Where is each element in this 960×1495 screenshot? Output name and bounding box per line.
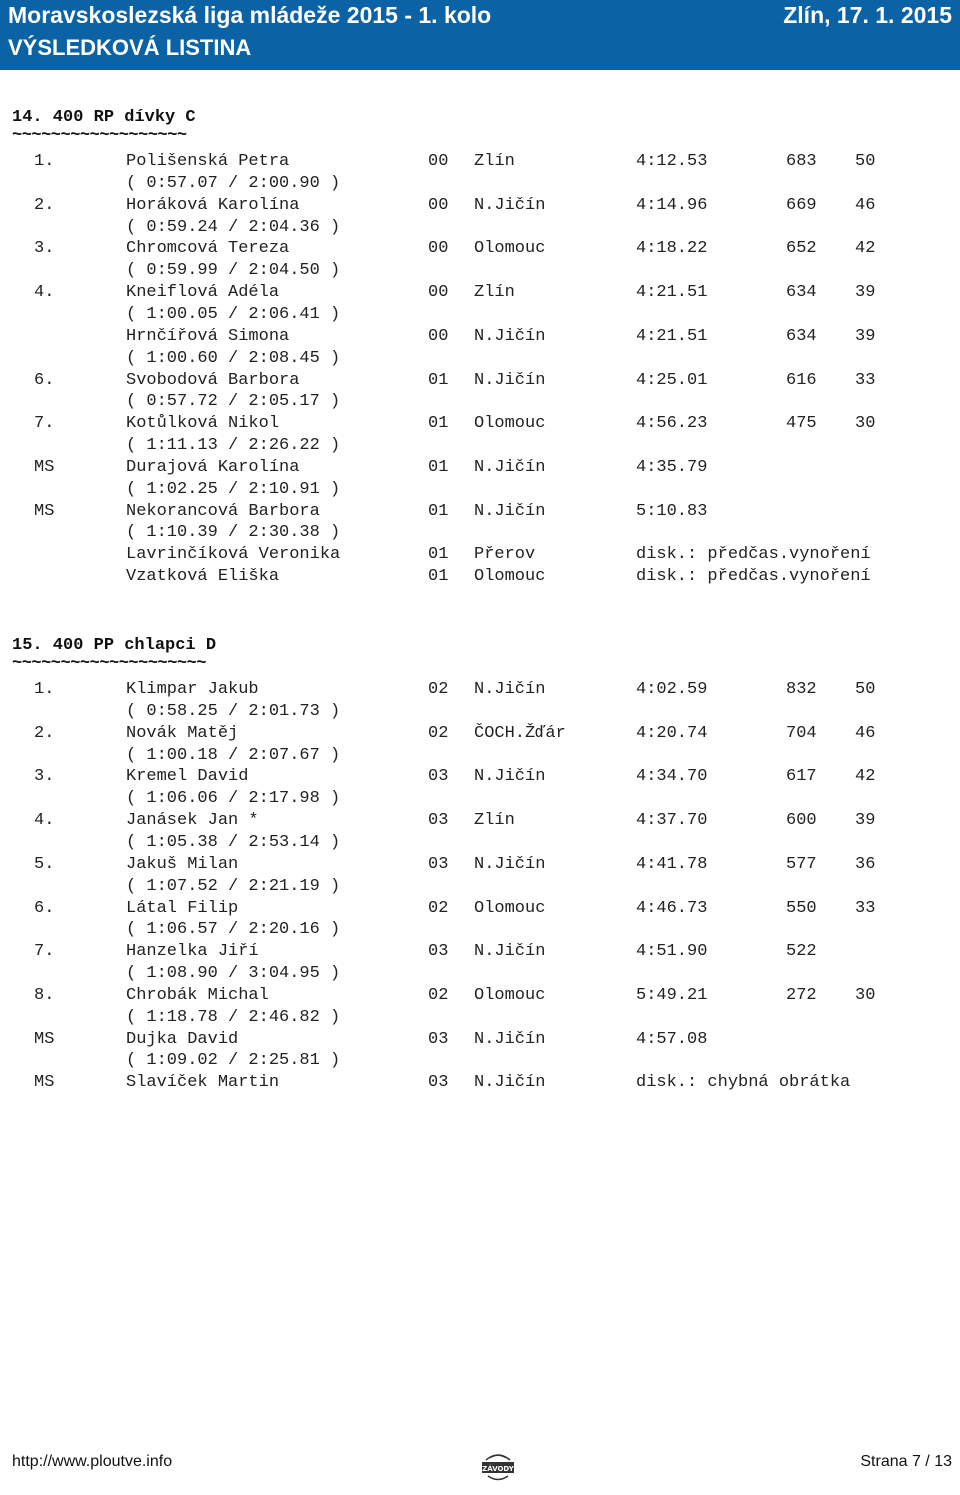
swimmer-name: Janásek Jan * (126, 811, 259, 831)
result-row (0, 942, 960, 964)
club-name: ČOCH.Žďár (474, 723, 566, 743)
split-times: ( 1:11.13 / 2:26.22 ) (126, 436, 341, 456)
result-rank: MS (34, 457, 55, 477)
birth-year: 00 (428, 326, 449, 346)
fina-points: 683 (786, 152, 817, 171)
page-number: Strana 7 / 13 (860, 1453, 952, 1470)
birth-year: 03 (428, 854, 449, 874)
swimmer-name: Polišenská Petra (126, 152, 290, 171)
league-points: 39 (855, 811, 876, 831)
birth-year: 02 (428, 985, 449, 1005)
club-name: N.Jičín (474, 501, 546, 521)
zavody-logo-icon (478, 1450, 518, 1484)
result-rank: 3. (34, 767, 55, 787)
fina-points: 600 (786, 811, 817, 831)
result-rank: 5. (34, 854, 55, 874)
result-rank: 4. (34, 811, 55, 831)
final-time: 4:51.90 (636, 942, 708, 962)
final-time: 4:35.79 (636, 457, 708, 477)
results-list-title: VÝSLEDKOVÁ LISTINA (8, 35, 252, 60)
split-times: ( 1:07.52 / 2:21.19 ) (126, 876, 341, 896)
fina-points: 272 (786, 985, 817, 1005)
swimmer-name: Kneiflová Adéla (126, 283, 280, 303)
birth-year: 01 (428, 567, 449, 587)
svg-text:ZÁVODY: ZÁVODY (482, 1465, 514, 1473)
birth-year: 01 (428, 370, 449, 390)
club-name: N.Jičín (474, 680, 546, 699)
result-row (0, 986, 960, 1008)
swimmer-name: Lavrinčíková Veronika (126, 545, 341, 565)
final-time: 4:12.53 (636, 152, 708, 171)
final-time: 4:20.74 (636, 723, 708, 743)
league-points: 33 (855, 898, 876, 918)
fina-points: 832 (786, 680, 817, 699)
birth-year: 00 (428, 195, 449, 215)
league-points: 39 (855, 283, 876, 303)
birth-year: 00 (428, 152, 449, 171)
result-row (0, 1073, 960, 1095)
event-title: 15. 400 PP chlapci D (12, 636, 217, 655)
league-points: 30 (855, 985, 876, 1005)
split-times: ( 1:00.05 / 2:06.41 ) (126, 304, 341, 324)
result-row (0, 567, 960, 589)
birth-year: 03 (428, 811, 449, 831)
birth-year: 03 (428, 1029, 449, 1049)
fina-points: 634 (786, 283, 817, 303)
result-row (0, 811, 960, 833)
result-rank: MS (34, 1029, 55, 1049)
swimmer-name: Chrobák Michal (126, 985, 269, 1005)
split-times: ( 0:59.99 / 2:04.50 ) (126, 261, 341, 281)
result-row (0, 899, 960, 921)
fina-points: 617 (786, 767, 817, 787)
result-rank: MS (34, 501, 55, 521)
result-row (0, 502, 960, 524)
split-times: ( 1:00.60 / 2:08.45 ) (126, 348, 341, 368)
final-time: 4:46.73 (636, 898, 708, 918)
league-points: 42 (855, 767, 876, 787)
split-times: ( 1:05.38 / 2:53.14 ) (126, 832, 341, 852)
club-name: N.Jičín (474, 1073, 546, 1093)
final-time: 5:49.21 (636, 985, 708, 1005)
league-points: 39 (855, 326, 876, 346)
birth-year: 03 (428, 1073, 449, 1093)
final-time: 4:02.59 (636, 680, 708, 699)
club-name: N.Jičín (474, 457, 546, 477)
result-rank: 4. (34, 283, 55, 303)
result-rank: 1. (34, 680, 55, 699)
club-name: Olomouc (474, 567, 546, 587)
fina-points: 577 (786, 854, 817, 874)
result-rank: 6. (34, 370, 55, 390)
result-row (0, 458, 960, 480)
birth-year: 00 (428, 283, 449, 303)
result-row (0, 371, 960, 393)
result-rank: 7. (34, 414, 55, 434)
result-rank: 1. (34, 152, 55, 171)
birth-year: 03 (428, 767, 449, 787)
event-title-underline: ~~~~~~~~~~~~~~~~~~ (12, 126, 187, 145)
result-rank: 7. (34, 942, 55, 962)
birth-year: 01 (428, 457, 449, 477)
split-times: ( 1:06.57 / 2:20.16 ) (126, 920, 341, 940)
final-time: 4:37.70 (636, 811, 708, 831)
birth-year: 01 (428, 501, 449, 521)
league-points: 30 (855, 414, 876, 434)
result-row (0, 414, 960, 436)
club-name: N.Jičín (474, 1029, 546, 1049)
page-header (0, 0, 960, 70)
final-time: disk.: předčas.vynoření (636, 545, 871, 565)
league-points: 46 (855, 195, 876, 215)
fina-points: 475 (786, 414, 817, 434)
club-name: N.Jičín (474, 195, 546, 215)
result-rank: 2. (34, 195, 55, 215)
result-row (0, 1030, 960, 1052)
final-time: 4:57.08 (636, 1029, 708, 1049)
split-times: ( 1:09.02 / 2:25.81 ) (126, 1051, 341, 1071)
result-rank: 2. (34, 723, 55, 743)
place-date: Zlín, 17. 1. 2015 (783, 2, 952, 28)
swimmer-name: Dujka David (126, 1029, 239, 1049)
result-row (0, 196, 960, 218)
swimmer-name: Kremel David (126, 767, 249, 787)
split-times: ( 0:57.72 / 2:05.17 ) (126, 392, 341, 412)
swimmer-name: Chromcová Tereza (126, 239, 290, 259)
swimmer-name: Klimpar Jakub (126, 680, 259, 699)
split-times: ( 1:18.78 / 2:46.82 ) (126, 1007, 341, 1027)
league-points: 46 (855, 723, 876, 743)
final-time: disk.: chybná obrátka (636, 1073, 851, 1093)
league-points: 50 (855, 152, 876, 171)
result-rank: 6. (34, 898, 55, 918)
split-times: ( 1:00.18 / 2:07.67 ) (126, 745, 341, 765)
swimmer-name: Novák Matěj (126, 723, 239, 743)
final-time: 5:10.83 (636, 501, 708, 521)
league-points: 36 (855, 854, 876, 874)
split-times: ( 1:08.90 / 3:04.95 ) (126, 964, 341, 984)
final-time: 4:41.78 (636, 854, 708, 874)
birth-year: 02 (428, 723, 449, 743)
club-name: Olomouc (474, 239, 546, 259)
split-times: ( 1:06.06 / 2:17.98 ) (126, 789, 341, 809)
result-row (0, 545, 960, 567)
result-rank: 3. (34, 239, 55, 259)
fina-points: 550 (786, 898, 817, 918)
swimmer-name: Durajová Karolína (126, 457, 300, 477)
result-row (0, 855, 960, 877)
page-footer (0, 1450, 960, 1480)
swimmer-name: Slavíček Martin (126, 1073, 280, 1093)
result-row (0, 152, 960, 174)
result-row (0, 239, 960, 261)
swimmer-name: Nekorancová Barbora (126, 501, 320, 521)
swimmer-name: Svobodová Barbora (126, 370, 300, 390)
fina-points: 704 (786, 723, 817, 743)
split-times: ( 0:59.24 / 2:04.36 ) (126, 217, 341, 237)
fina-points: 522 (786, 942, 817, 962)
final-time: disk.: předčas.vynoření (636, 567, 871, 587)
fina-points: 616 (786, 370, 817, 390)
swimmer-name: Kotůlková Nikol (126, 414, 280, 434)
result-row (0, 283, 960, 305)
swimmer-name: Horáková Karolína (126, 195, 300, 215)
league-points: 33 (855, 370, 876, 390)
fina-points: 652 (786, 239, 817, 259)
club-name: Zlín (474, 283, 515, 303)
club-name: N.Jičín (474, 326, 546, 346)
club-name: Olomouc (474, 414, 546, 434)
fina-points: 669 (786, 195, 817, 215)
birth-year: 01 (428, 545, 449, 565)
birth-year: 00 (428, 239, 449, 259)
swimmer-name: Hrnčířová Simona (126, 326, 290, 346)
swimmer-name: Vzatková Eliška (126, 567, 280, 587)
fina-points: 634 (786, 326, 817, 346)
club-name: Zlín (474, 811, 515, 831)
competition-title: Moravskoslezská liga mládeže 2015 - 1. kolo (8, 2, 492, 28)
final-time: 4:25.01 (636, 370, 708, 390)
birth-year: 03 (428, 942, 449, 962)
birth-year: 02 (428, 898, 449, 918)
result-row (0, 767, 960, 789)
swimmer-name: Hanzelka Jiří (126, 942, 259, 962)
split-times: ( 1:10.39 / 2:30.38 ) (126, 523, 341, 543)
split-times: ( 1:02.25 / 2:10.91 ) (126, 479, 341, 499)
final-time: 4:21.51 (636, 283, 708, 303)
split-times: ( 0:57.07 / 2:00.90 ) (126, 173, 341, 193)
club-name: Olomouc (474, 985, 546, 1005)
birth-year: 02 (428, 680, 449, 699)
event-title-underline: ~~~~~~~~~~~~~~~~~~~~ (12, 654, 207, 673)
swimmer-name: Látal Filip (126, 898, 239, 918)
swimmer-name: Jakuš Milan (126, 854, 239, 874)
club-name: N.Jičín (474, 854, 546, 874)
club-name: Přerov (474, 545, 536, 565)
final-time: 4:56.23 (636, 414, 708, 434)
club-name: Olomouc (474, 898, 546, 918)
event-title: 14. 400 RP dívky C (12, 108, 196, 127)
footer-url-link[interactable]: http://www.ploutve.info (12, 1453, 173, 1470)
result-rank: MS (34, 1073, 55, 1093)
result-row (0, 327, 960, 349)
result-row (0, 680, 960, 702)
birth-year: 01 (428, 414, 449, 434)
club-name: N.Jičín (474, 767, 546, 787)
club-name: N.Jičín (474, 370, 546, 390)
club-name: Zlín (474, 152, 515, 171)
league-points: 42 (855, 239, 876, 259)
final-time: 4:21.51 (636, 326, 708, 346)
final-time: 4:18.22 (636, 239, 708, 259)
club-name: N.Jičín (474, 942, 546, 962)
league-points: 50 (855, 680, 876, 699)
final-time: 4:34.70 (636, 767, 708, 787)
final-time: 4:14.96 (636, 195, 708, 215)
result-rank: 8. (34, 985, 55, 1005)
result-row (0, 724, 960, 746)
split-times: ( 0:58.25 / 2:01.73 ) (126, 701, 341, 721)
